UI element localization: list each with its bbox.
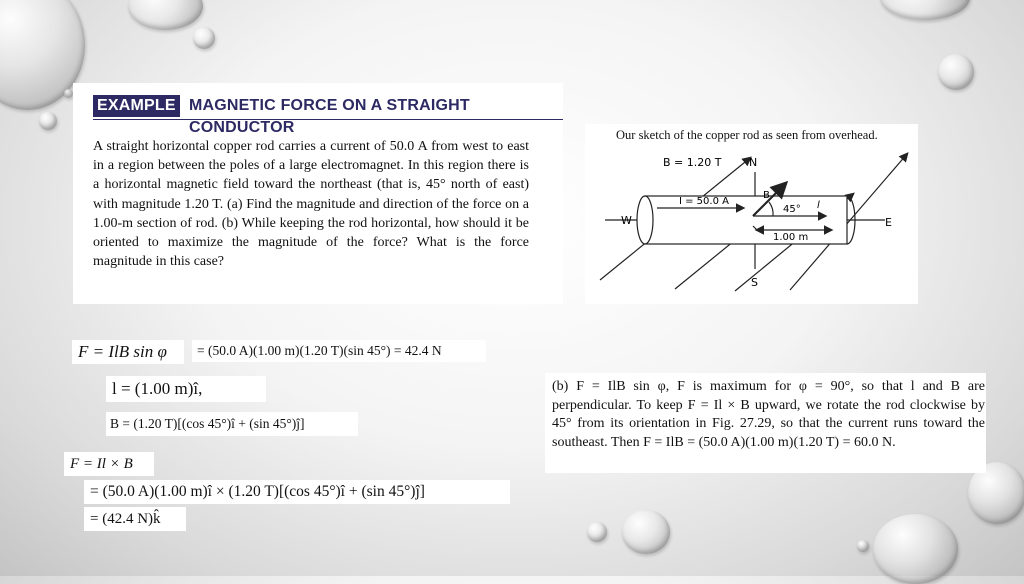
b-vector-label: B: [763, 190, 770, 201]
force-formula: F = IlB sin φ: [78, 342, 167, 361]
force-result: = (42.4 N)k̂: [90, 511, 161, 527]
l-vector-label: l: [817, 200, 820, 211]
water-drop-decoration: [587, 522, 607, 542]
water-drop-decoration: [39, 112, 57, 130]
north-label: N: [749, 156, 758, 169]
example-title: MAGNETIC FORCE ON A STRAIGHT CONDUCTOR: [189, 97, 470, 136]
water-drop-decoration: [873, 514, 958, 584]
water-drop-decoration: [64, 89, 73, 98]
force-expanded: = (50.0 A)(1.00 m)î × (1.20 T)[(cos 45°)î + (sin 45°)ĵ]: [90, 483, 425, 500]
force-cross-product: F = Il × B: [70, 456, 133, 472]
water-drop-decoration: [857, 540, 869, 552]
problem-statement: A straight horizontal copper rod carries a current of 50.0 A from west to east in a region between the poles of a large electromagnet. In this region there is a horizontal magnetic field toward the northeast (that is, 45° north of east) with magnitude 1.20 T. (a) Find the magnitude and direction of the force on a 1.00-m section of rod. (b) While keeping the rod horizontal, how should it be oriented to maximize the magnitude of the force? What is the force magnitude in this case?: [93, 139, 529, 270]
east-label: E: [885, 216, 892, 229]
part-b-solution: (b) F = IlB sin φ, F is maximum for φ = 90°, so that l and B are perpendicular. To keep F = Il × B upward, we rotate the rod clockwise by 45° from its orientation in Fig. 27.29, so that the current runs toward the southeast. Then F = IlB = (50.0 A)(1.00 m)(1.20 T) = 60.0 N.: [552, 379, 985, 450]
south-label: S: [751, 276, 758, 289]
example-tag: EXAMPLE: [93, 95, 180, 117]
example-header: [93, 95, 563, 136]
b-field-label: B = 1.20 T: [663, 156, 722, 169]
l-vector-eq: l = (1.00 m)î,: [112, 379, 203, 398]
water-drop-decoration: [193, 27, 215, 49]
copper-rod-sketch: [585, 144, 918, 304]
water-drop-decoration: [938, 54, 974, 90]
force-value: = (50.0 A)(1.00 m)(1.20 T)(sin 45°) = 42.4 N: [197, 343, 442, 358]
angle-label: 45°: [783, 204, 801, 215]
west-label: W: [621, 214, 632, 227]
water-drop-decoration: [128, 0, 203, 30]
figure-caption: Our sketch of the copper rod as seen from overhead.: [616, 128, 878, 142]
current-label: I = 50.0 A: [679, 196, 729, 207]
water-drop-decoration: [880, 0, 970, 20]
length-label: 1.00 m: [773, 232, 809, 243]
water-drop-decoration: [622, 510, 670, 554]
b-vector-eq: B = (1.20 T)[(cos 45°)î + (sin 45°)ĵ]: [110, 416, 305, 431]
